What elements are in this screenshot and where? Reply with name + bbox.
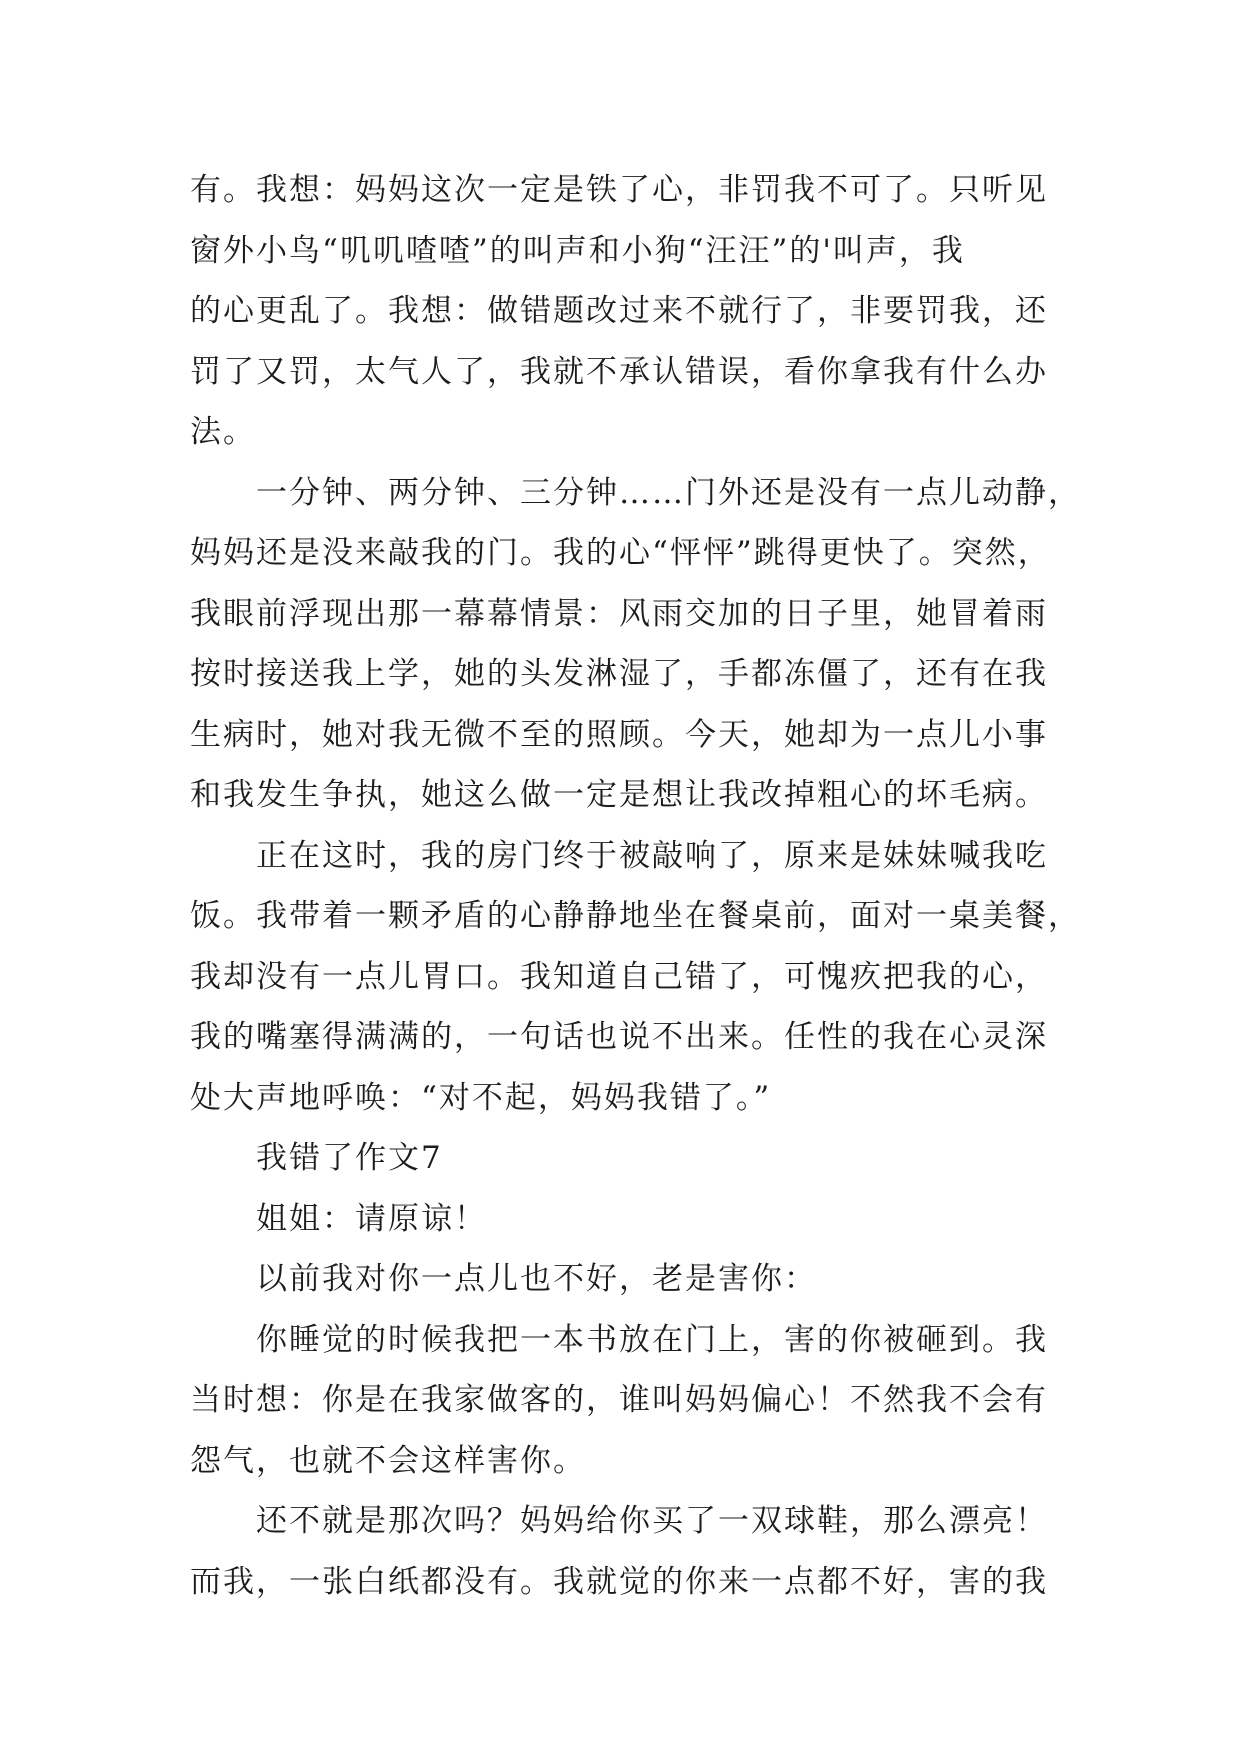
text-line: 的心更乱了。我想：做错题改过来不就行了，非要罚我，还 <box>190 293 1048 329</box>
text-line: 法。 <box>190 414 256 450</box>
text-line: 生病时，她对我无微不至的照顾。今天，她却为一点儿小事 <box>190 716 1048 753</box>
text-line: 当时想：你是在我家做客的，谁叫妈妈偏心！不然我不会有 <box>190 1382 1048 1418</box>
text-line: 饭。我带着一颗矛盾的心静静地坐在餐桌前，面对一桌美餐， <box>190 898 1081 934</box>
text-line: 按时接送我上学，她的头发淋湿了，手都冻僵了，还有在我 <box>190 656 1048 692</box>
text-line: 和我发生争执，她这么做一定是想让我改掉粗心的坏毛病。 <box>190 777 1048 813</box>
text-line: 怨气，也就不会这样害你。 <box>190 1442 586 1479</box>
text-line: 处大声地呼唤：“对不起，妈妈我错了。” <box>190 1079 772 1116</box>
text-line: 妈妈还是没来敲我的门。我的心“怦怦”跳得更快了。突然， <box>190 535 1051 571</box>
text-line: 窗外小鸟“叽叽喳喳”的叫声和小狗“汪汪”的'叫声，我 <box>190 232 965 269</box>
salutation-line: 姐姐：请原谅！ <box>256 1200 487 1237</box>
paragraph-start-line: 一分钟、两分钟、三分钟……门外还是没有一点儿动静， <box>256 474 1081 511</box>
paragraph-start-line: 正在这时，我的房门终于被敲响了，原来是妹妹喊我吃 <box>256 837 1048 874</box>
essay-text <box>190 160 1081 1612</box>
paragraph-start-line: 你睡觉的时候我把一本书放在门上，害的你被砸到。我 <box>256 1321 1048 1358</box>
essay-heading: 我错了作文7 <box>256 1140 443 1176</box>
text-line: 而我，一张白纸都没有。我就觉的你来一点都不好，害的我 <box>190 1563 1048 1600</box>
text-line: 我的嘴塞得满满的，一句话也说不出来。任性的我在心灵深 <box>190 1019 1048 1055</box>
text-line: 有。我想：妈妈这次一定是铁了心，非罚我不可了。只听见 <box>190 172 1048 208</box>
text-line: 我眼前浮现出那一幕幕情景：风雨交加的日子里，她冒着雨 <box>190 595 1048 632</box>
paragraph-start-line: 还不就是那次吗？妈妈给你买了一双球鞋，那么漂亮！ <box>256 1503 1048 1539</box>
text-line: 罚了又罚，太气人了，我就不承认错误，看你拿我有什么办 <box>190 353 1048 390</box>
text-line: 我却没有一点儿胃口。我知道自己错了，可愧疚把我的心， <box>190 958 1048 995</box>
paragraph-start-line: 以前我对你一点儿也不好，老是害你： <box>256 1261 817 1297</box>
